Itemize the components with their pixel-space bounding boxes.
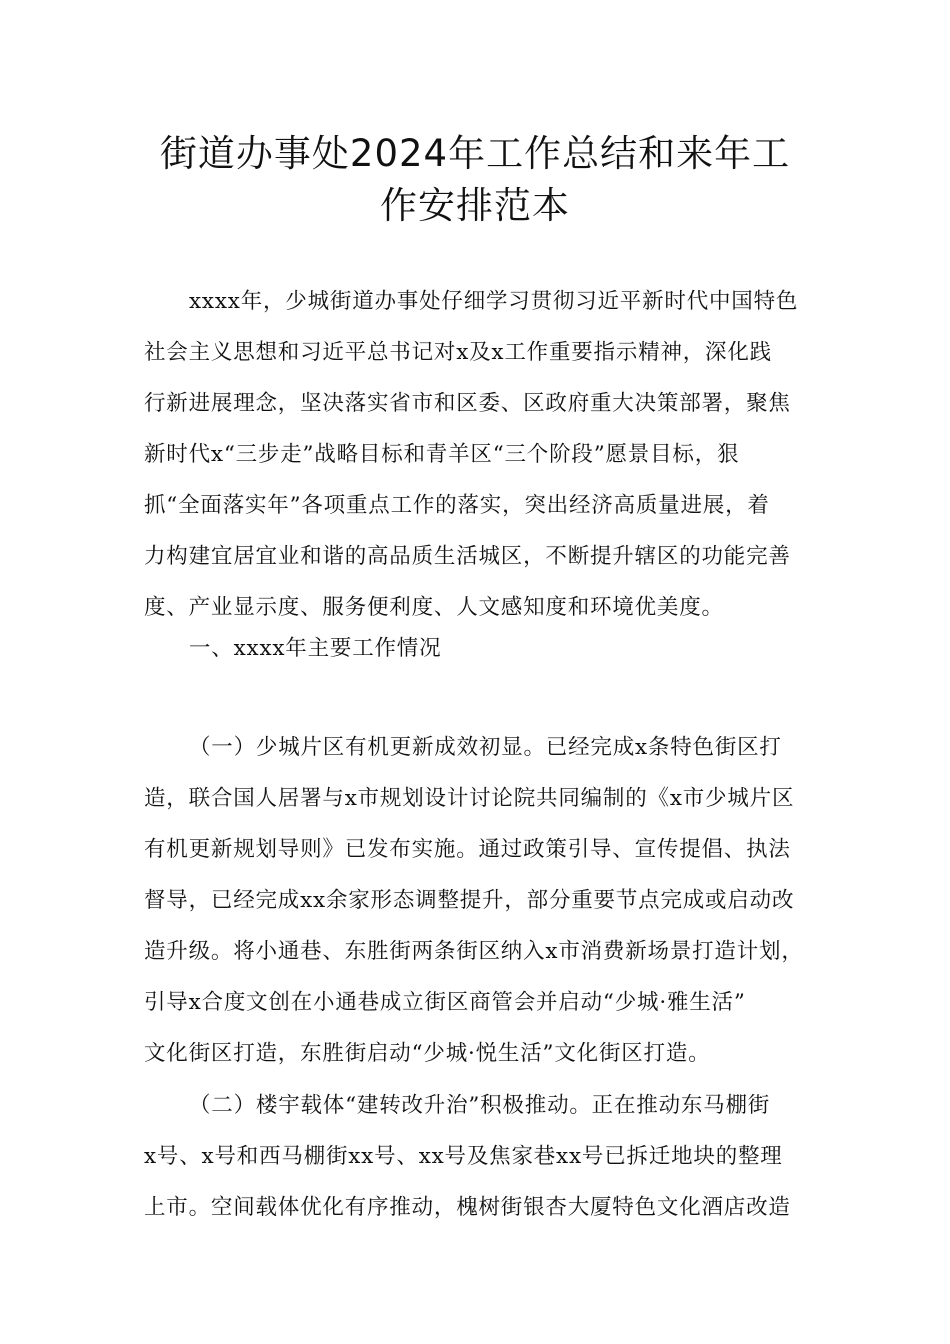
text-line: 督导，已经完成xx余家形态调整提升，部分重要节点完成或启动改 <box>144 888 795 913</box>
text-line: 文化街区打造，东胜街启动“少城·悦生活”文化街区打造。 <box>144 1041 711 1066</box>
text-line: （二）楼宇载体“建转改升治”积极推动。正在推动东马棚街 <box>189 1093 771 1118</box>
text-line: 行新进展理念，坚决落实省市和区委、区政府重大决策部署，聚焦 <box>144 391 791 416</box>
text-line: （一）少城片区有机更新成效初显。已经完成x条特色街区打 <box>189 735 782 760</box>
text-line: 造，联合国人居署与x市规划设计讨论院共同编制的《x市少城片区 <box>144 786 795 811</box>
document-title <box>120 128 830 232</box>
text-line: 力构建宜居宜业和谐的高品质生活城区，不断提升辖区的功能完善 <box>144 544 791 569</box>
text-line: 有机更新规划导则》已发布实施。通过政策引导、宣传提倡、执法 <box>144 837 791 862</box>
text-line: 度、产业显示度、服务便利度、人文感知度和环境优美度。 <box>144 595 724 620</box>
text-line: 造升级。将小通巷、东胜街两条街区纳入x市消费新场景打造计划， <box>144 939 804 964</box>
text-line: 上市。空间载体优化有序推动，槐树街银杏大厦特色文化酒店改造 <box>144 1195 791 1220</box>
paragraph-1 <box>144 722 806 1079</box>
title-line-2: 作安排范本 <box>380 184 570 227</box>
section-heading-text: 一、xxxx年主要工作情况 <box>189 636 442 661</box>
text-line: 抓“全面落实年”各项重点工作的落实，突出经济高质量进展，着 <box>144 493 770 518</box>
text-line: 新时代x“三步走”战略目标和青羊区“三个阶段”愿景目标，狠 <box>144 442 740 467</box>
text-line: x号、x号和西马棚街xx号、xx号及焦家巷xx号已拆迁地块的整理 <box>144 1144 783 1169</box>
section-heading <box>144 623 806 674</box>
text-line: 社会主义思想和习近平总书记对x及x工作重要指示精神，深化践 <box>144 340 772 365</box>
text-line: 引导x合度文创在小通巷成立街区商管会并启动“少城·雅生活” <box>144 990 746 1015</box>
paragraph-2 <box>144 1080 806 1233</box>
title-line-1: 街道办事处2024年工作总结和来年工 <box>159 132 791 175</box>
intro-paragraph <box>144 276 806 633</box>
text-line: xxxx年，少城街道办事处仔细学习贯彻习近平新时代中国特色 <box>189 289 799 314</box>
